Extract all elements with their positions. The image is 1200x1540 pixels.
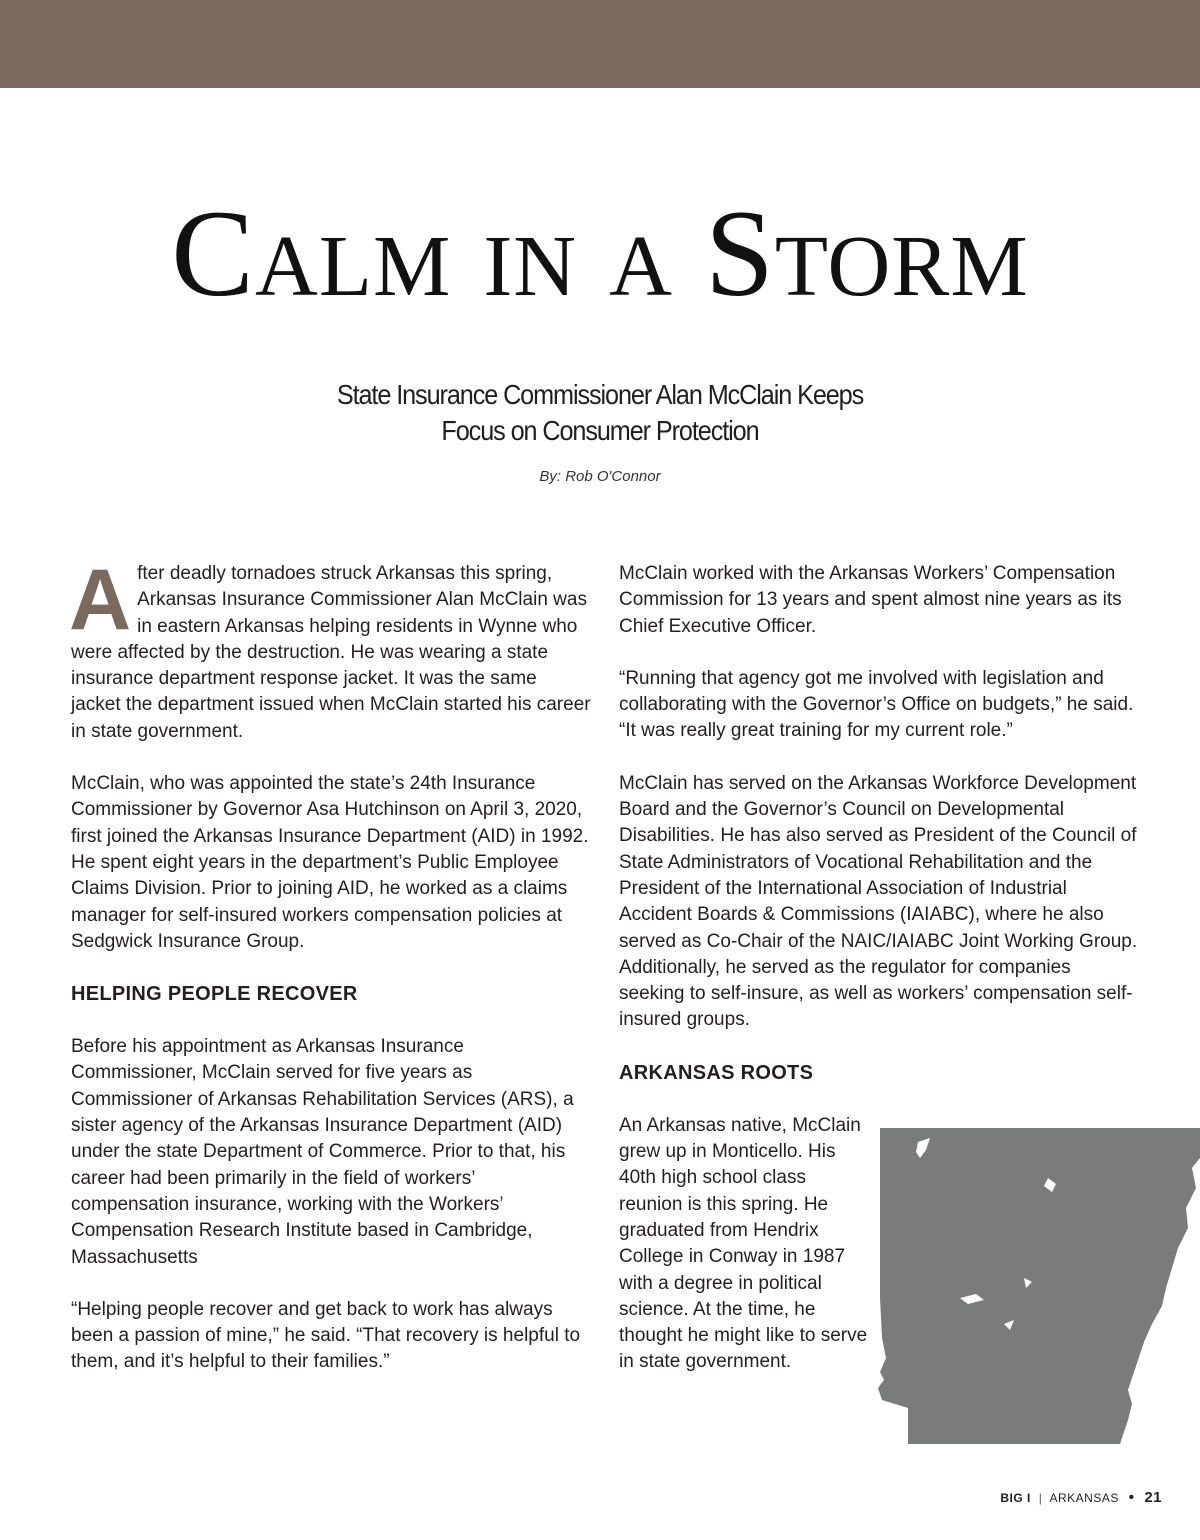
intro-paragraph [69, 552, 591, 745]
paragraph: McClain, who was appointed the state’s 24th Insurance Commissioner by Governor Asa Hutchinson on April 3, 2020, first joined the Arkansas Insurance Department (AID) in 1992. He spent eight years in the department’s Public Employee Claims Division. Prior to joining AID, he worked as a claims manager for self-insured workers compensation policies at Sedgwick Insurance Group. [71, 773, 589, 952]
intro-paragraph-text: fter deadly tornadoes struck Arkansas this spring, Arkansas Insurance Commissioner Alan McClain was in eastern Arkansas helping residents in Wynne who were affected by the destruction. He was wearing a state insurance department response jacket. It was the same jacket the department issued when McClain started his career in state government. [71, 563, 591, 742]
subtitle-line-2: Focus on Consumer Protection [441, 415, 759, 446]
quote-paragraph: “Running that agency got me involved with legislation and collaborating with the Governor’s Office on budgets,” he said. “It was really great training for my current role.” [619, 667, 1134, 742]
byline: By: Rob O'Connor [539, 468, 661, 485]
paragraph: McClain has served on the Arkansas Workforce Development Board and the Governor’s Council on Developmental Disabilities. He has also served as President of the Council of State Administrators of Vocational Rehabilitation and the President of the International Association of Industrial Accident Boards & Commissions (IAIABC), where he also served as Co-Chair of the NAIC/IAIABC Joint Working Group. Additionally, he served as the regulator for companies seeking to self-insure, as well as workers’ compensation self-insured groups. [619, 772, 1138, 1031]
arkansas-map-illustration [876, 1128, 1200, 1448]
page-footer [1000, 1489, 1162, 1506]
drop-cap: A [69, 552, 132, 648]
quote-paragraph: “Helping people recover and get back to work has always been a passion of mine,” he said. “That recovery is helpful to them, and it’s helpful to their families.” [71, 1298, 581, 1373]
subtitle-line-1: State Insurance Commissioner Alan McClain Keeps [336, 379, 864, 410]
paragraph: Before his appointment as Arkansas Insurance Commissioner, McClain served for five years as Commissioner of Arkansas Rehabilitation Services (ARS), a sister agency of the Arkansas Insurance Department (AID) under the state Department of Commerce. Prior to that, his career had been primarily in the field of workers’ compensation insurance, working with the Workers’ Compensation Research Institute based in Cambridge, Massachusetts [71, 1036, 574, 1268]
page-number: 21 [1144, 1489, 1162, 1506]
paragraph: McClain worked with the Arkansas Workers’ Compensation Commission for 13 years and spent almost nine years as its Chief Executive Officer. [619, 563, 1122, 637]
section-heading-arkansas-roots: ARKANSAS ROOTS [619, 1061, 814, 1084]
paragraph: An Arkansas native, McClain grew up in Monticello. His 40th high school class reunion is this spring. He graduated from Hendrix College in Conway in 1987 with a degree in political science. At the time, he thought he might like to serve in state government. [619, 1114, 868, 1373]
top-color-band [0, 0, 1200, 88]
footer-separator: | [1038, 1491, 1043, 1505]
left-column [69, 552, 591, 1402]
footer-section: ARKANSAS [1049, 1491, 1119, 1505]
article-title: Calm in a Storm [171, 185, 1029, 322]
arkansas-state-shape [876, 1128, 1200, 1448]
footer-brand: BIG I [1000, 1491, 1031, 1505]
footer-bullet: • [1128, 1489, 1135, 1506]
section-heading-helping-people-recover: HELPING PEOPLE RECOVER [71, 983, 358, 1006]
article-subtitle [240, 377, 960, 449]
